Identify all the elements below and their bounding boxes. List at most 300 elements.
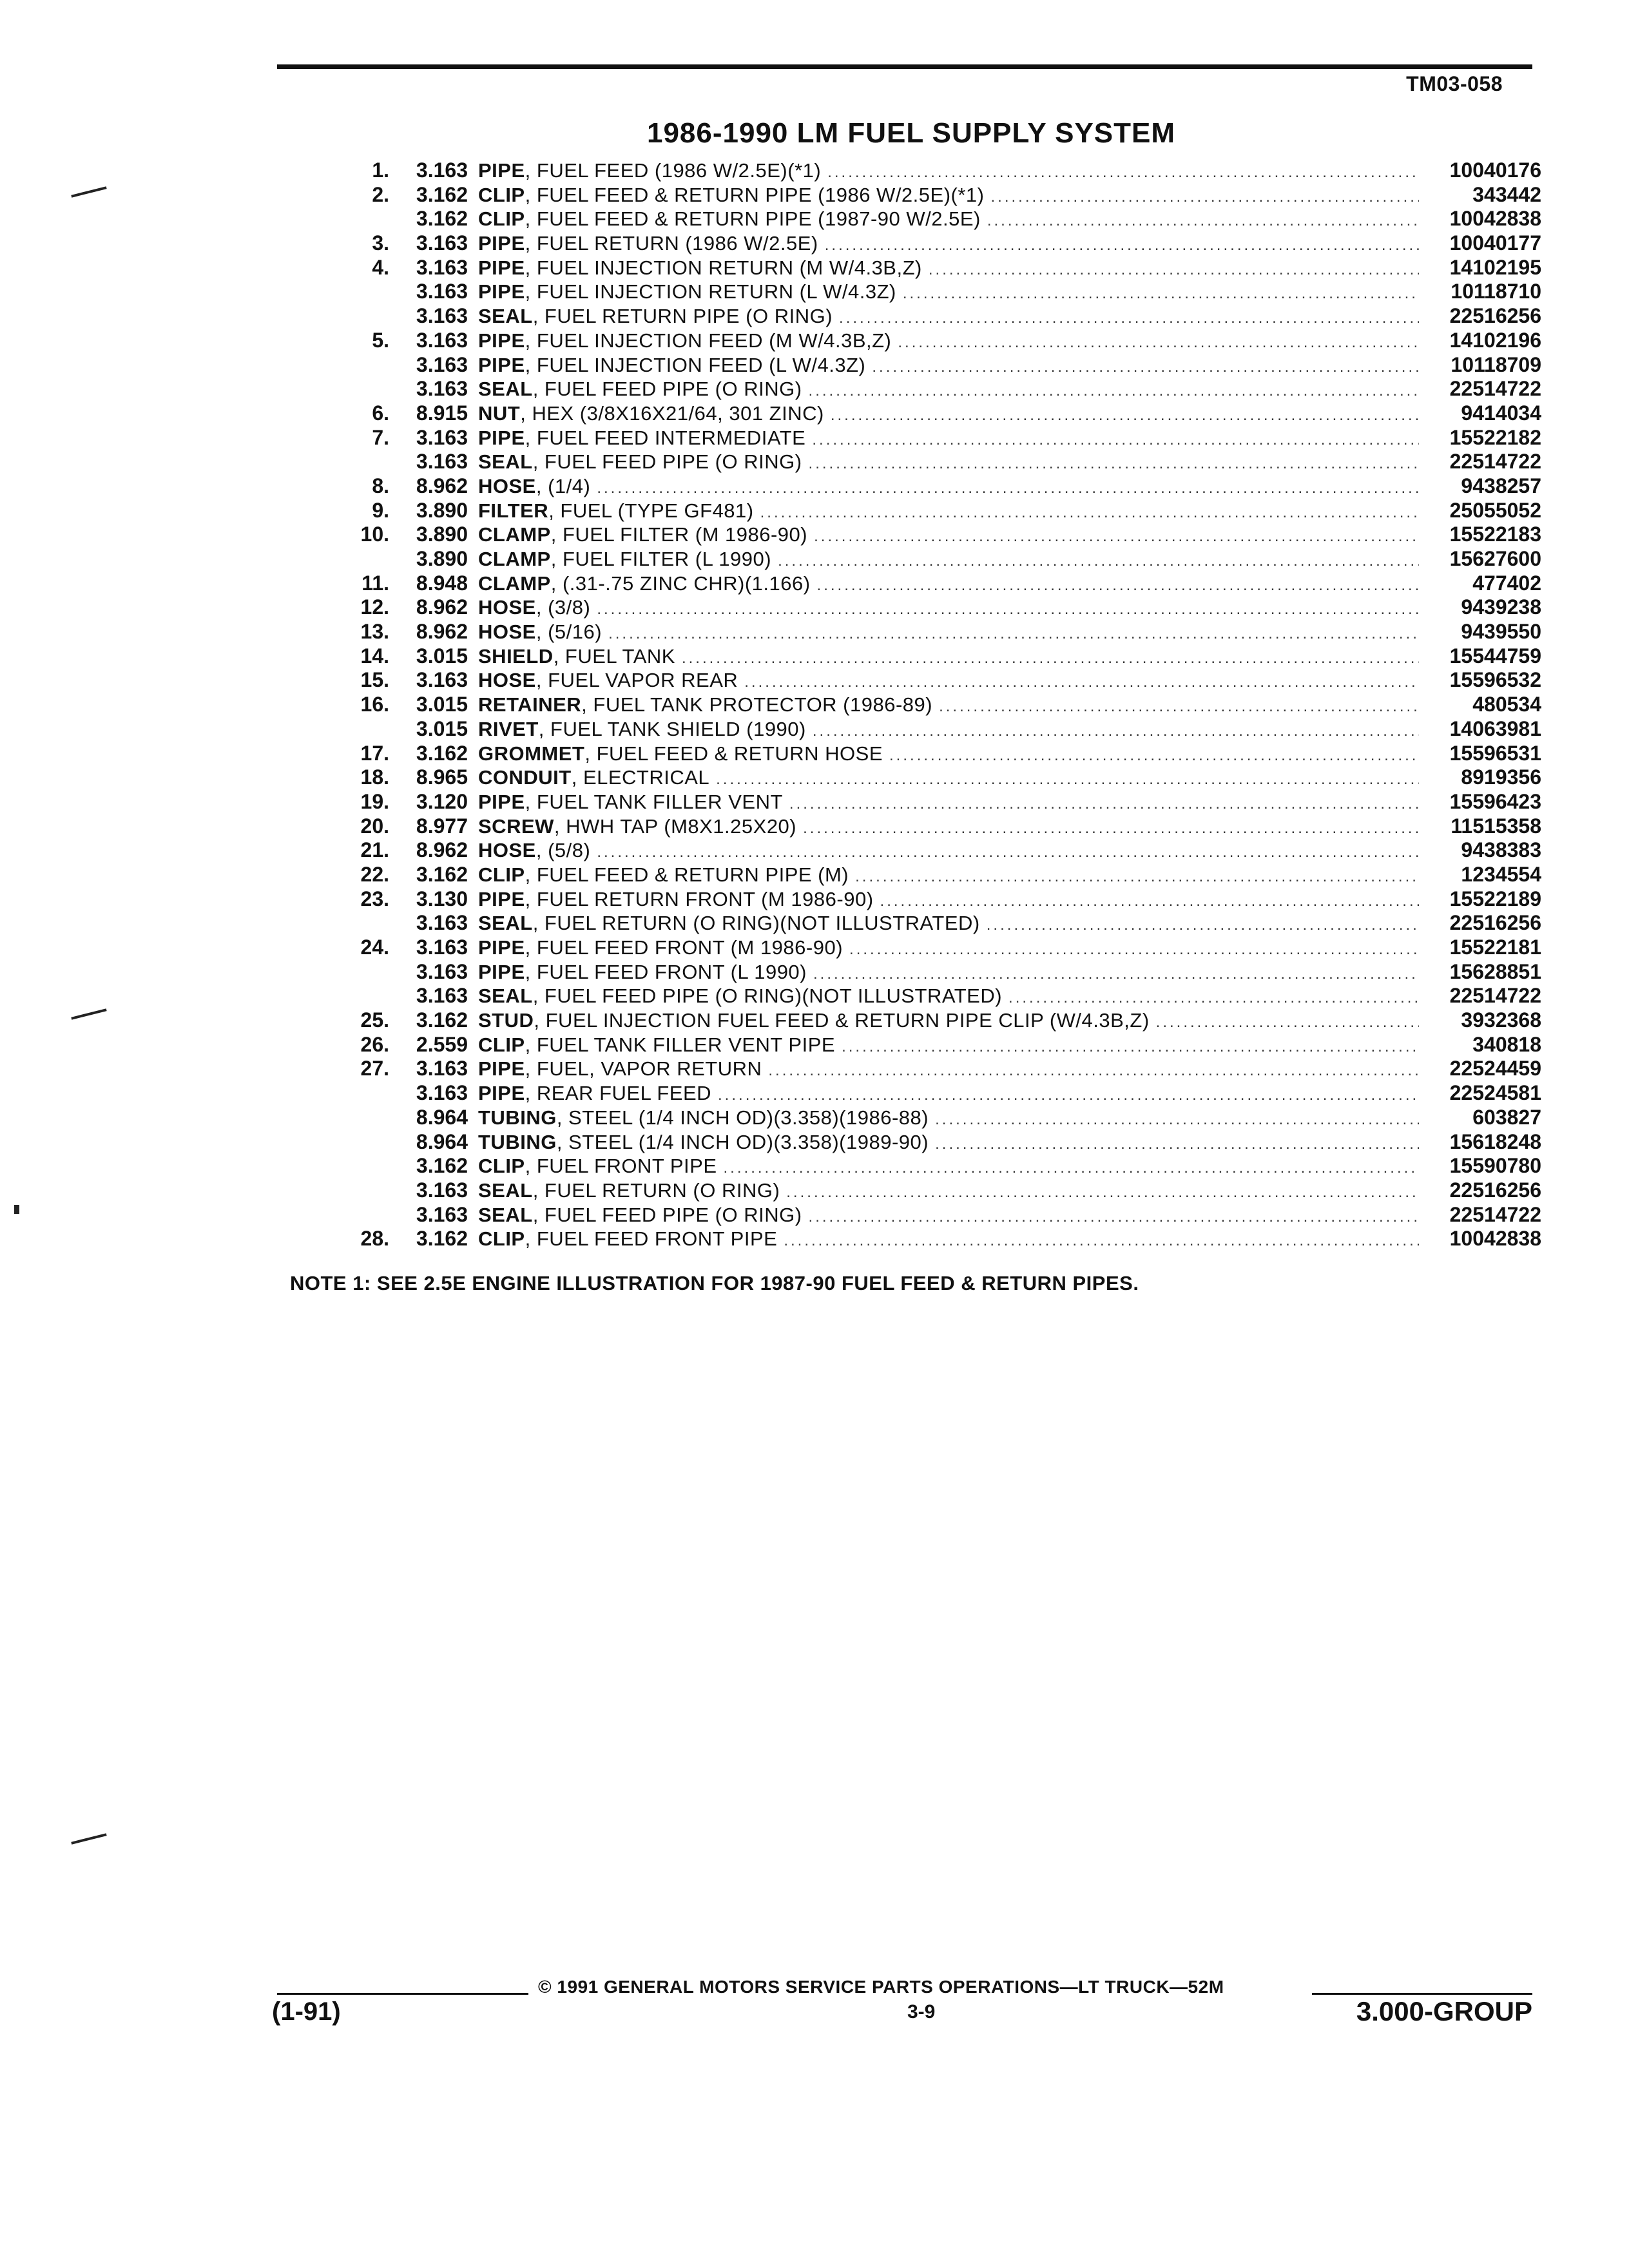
dot-leader [724,1156,1419,1180]
part-description: , FUEL FEED INTERMEDIATE [525,426,806,449]
part-noun: PIPE [478,1082,525,1105]
group-number: 3.163 [416,959,468,983]
parts-row [335,1106,1541,1130]
part-description: , FUEL FEED FRONT (M 1986-90) [525,936,843,959]
part-number: 22514722 [1449,450,1541,474]
group-number: 3.162 [416,1154,468,1178]
parts-row [335,159,1541,183]
parts-row [335,377,1541,401]
part-noun: TUBING [478,1130,557,1153]
part-noun: HOSE [478,669,536,692]
parts-row [335,353,1541,378]
part-number: 15596531 [1449,741,1541,765]
part-noun: SCREW [478,814,554,838]
item-number: 7. [372,425,389,449]
part-noun: PIPE [478,159,525,182]
part-noun: STUD [478,1009,534,1032]
dot-leader [987,209,1419,233]
group-number: 3.163 [416,1178,468,1202]
parts-row [335,790,1541,814]
parts-row [335,280,1541,304]
group-number: 3.890 [416,547,468,570]
part-description: , FUEL, VAPOR RETURN [525,1057,762,1081]
scan-mark [71,1008,106,1019]
dot-leader [939,695,1419,719]
part-number: 340818 [1472,1032,1541,1056]
part-number: 8919356 [1461,765,1541,789]
dot-leader [597,597,1419,622]
parts-row [335,742,1541,766]
part-noun: CLAMP [478,572,551,595]
part-noun: GROMMET [478,742,585,765]
dot-leader [817,573,1419,598]
parts-row [335,426,1541,450]
part-noun: CLIP [478,863,525,886]
dot-leader [814,524,1419,549]
part-number: 15628851 [1449,959,1541,983]
parts-row [335,911,1541,936]
part-noun: SEAL [478,378,533,401]
part-number: 3932368 [1461,1008,1541,1032]
dot-leader [813,962,1419,986]
part-description: , STEEL (1/4 INCH OD)(3.358)(1986-88) [556,1106,929,1129]
parts-row [335,1081,1541,1106]
group-number: 3.163 [416,450,468,474]
part-noun: SEAL [478,985,533,1008]
part-description: , FUEL FEED PIPE (O RING) [532,450,802,474]
part-number: 603827 [1472,1105,1541,1129]
part-description: , (.31-.75 ZINC CHR)(1.166) [550,572,811,595]
part-noun: CLIP [478,183,525,206]
part-noun: CLAMP [478,523,551,546]
group-number: 3.162 [416,862,468,886]
scan-mark [71,186,106,197]
part-description: , FUEL RETURN FRONT (M 1986-90) [525,887,874,910]
part-number: 14102196 [1449,328,1541,352]
part-description: , STEEL (1/4 INCH OD)(3.358)(1989-90) [556,1130,929,1153]
parts-row [335,1057,1541,1081]
part-number: 10118710 [1451,280,1541,303]
dot-leader [1156,1010,1419,1035]
dot-leader [716,767,1419,792]
group-number: 3.163 [416,984,468,1008]
dot-leader [718,1083,1419,1108]
group-number: 8.962 [416,620,468,644]
part-number: 343442 [1472,182,1541,206]
dot-leader [1008,986,1419,1010]
footer-rule-right [1312,1993,1532,1995]
part-noun: CLIP [478,207,525,231]
part-number: 1234554 [1461,862,1541,886]
part-description: , FUEL INJECTION FEED (L W/4.3Z) [525,353,866,376]
dot-leader [760,501,1419,525]
dot-leader [935,1132,1419,1157]
part-description: , FUEL RETURN (1986 W/2.5E) [525,232,818,255]
part-number: 11515358 [1451,814,1541,838]
dot-leader [849,937,1419,962]
group-number: 8.962 [416,474,468,497]
part-description: , FUEL INJECTION FUEL FEED & RETURN PIPE CLIP (W/4.3B,Z) [534,1009,1150,1032]
part-number: 22514722 [1449,377,1541,401]
dot-leader [987,913,1419,937]
group-number: 8.965 [416,765,468,789]
item-number: 18. [360,765,389,789]
part-number: 22524459 [1449,1057,1541,1081]
dot-leader [813,719,1419,744]
item-number: 20. [360,814,389,838]
part-description: , FUEL TANK FILLER VENT [525,790,783,813]
item-number: 22. [360,862,389,886]
dot-leader [682,646,1419,671]
item-number: 9. [372,498,389,522]
part-number: 14102195 [1449,255,1541,279]
item-number: 3. [372,231,389,255]
parts-row [335,1033,1541,1057]
part-description: , (5/8) [535,839,591,862]
group-number: 3.162 [416,207,468,231]
group-number: 3.162 [416,1008,468,1032]
parts-row [335,595,1541,620]
part-description: , FUEL TANK FILLER VENT PIPE [525,1033,836,1056]
parts-row [335,1154,1541,1178]
part-noun: RETAINER [478,693,582,716]
part-description: , FUEL FILTER (M 1986-90) [550,523,808,546]
part-number: 9438383 [1461,838,1541,862]
item-number: 11. [361,571,389,595]
group-label: 3.000-GROUP [1356,1996,1532,2026]
part-number: 22514722 [1449,984,1541,1008]
group-number: 3.163 [416,936,468,959]
part-description: , FUEL RETURN (O RING)(NOT ILLUSTRATED) [532,912,980,935]
parts-row [335,450,1541,474]
part-description: , FUEL FEED (1986 W/2.5E)(*1) [525,159,822,182]
group-number: 3.163 [416,255,468,279]
group-number: 3.163 [416,668,468,692]
dot-leader [803,816,1419,841]
document-code: TM03-058 [1406,72,1503,95]
parts-row [335,1227,1541,1251]
parts-list [335,159,1541,1251]
scan-mark [71,1833,106,1844]
item-number: 24. [360,936,389,959]
item-number: 16. [360,693,389,716]
group-number: 3.120 [416,789,468,813]
part-noun: SEAL [478,450,533,474]
item-number: 26. [360,1032,389,1056]
item-number: 19. [360,789,389,813]
item-number: 13. [360,620,389,644]
parts-row [335,1178,1541,1203]
page-number: 3-9 [907,2001,936,2023]
item-number: 25. [360,1008,389,1032]
part-description: , (3/8) [535,596,591,619]
part-noun: CLIP [478,1033,525,1056]
dot-leader [872,355,1419,380]
dot-leader [608,622,1419,646]
parts-row [335,717,1541,742]
dot-leader [744,670,1419,695]
part-description: , FUEL INJECTION RETURN (L W/4.3Z) [525,280,896,303]
dot-leader [784,1229,1419,1253]
item-number: 27. [360,1057,389,1081]
parts-row [335,765,1541,790]
group-number: 3.163 [416,280,468,303]
parts-row [335,693,1541,717]
part-description: , FUEL FEED FRONT PIPE [525,1227,778,1251]
part-noun: HOSE [478,839,536,862]
dot-leader [809,379,1419,403]
parts-row [335,499,1541,523]
parts-row [335,814,1541,839]
part-noun: CLIP [478,1155,525,1178]
group-number: 3.163 [416,425,468,449]
part-number: 22524581 [1449,1081,1541,1105]
dot-leader [880,889,1419,914]
parts-row [335,547,1541,572]
parts-row [335,644,1541,669]
part-description: , FUEL FEED & RETURN PIPE (1986 W/2.5E)(*1) [525,183,985,206]
parts-row [335,207,1541,231]
dot-leader [855,865,1419,889]
part-description: , FUEL FEED & RETURN PIPE (M) [525,863,849,886]
group-number: 3.162 [416,182,468,206]
dot-leader [839,306,1419,331]
parts-row [335,474,1541,499]
part-number: 10040176 [1449,159,1541,182]
dot-leader [597,840,1419,865]
group-number: 3.163 [416,231,468,255]
parts-row [335,401,1541,426]
part-description: , FUEL (TYPE GF481) [548,499,754,522]
dot-leader [889,744,1419,768]
item-number: 28. [360,1227,389,1251]
parts-row [335,838,1541,863]
part-noun: PIPE [478,353,525,376]
part-number: 9414034 [1461,401,1541,425]
part-description: , FUEL FRONT PIPE [525,1155,717,1178]
part-description: , FUEL FEED PIPE (O RING)(NOT ILLUSTRATED) [532,985,1003,1008]
part-noun: RIVET [478,717,539,740]
part-noun: SEAL [478,912,533,935]
part-description: , (5/16) [535,620,602,644]
item-number: 8. [372,474,389,497]
item-number: 15. [360,668,389,692]
part-noun: PIPE [478,960,525,983]
part-number: 15627600 [1449,547,1541,570]
group-number: 3.890 [416,523,468,546]
parts-row [335,1203,1541,1227]
part-number: 22516256 [1449,1178,1541,1202]
part-description: , FUEL RETURN PIPE (O RING) [532,305,833,328]
parts-row [335,936,1541,960]
part-noun: PIPE [478,329,525,352]
part-description: , ELECTRICAL [571,766,710,789]
part-description: , FUEL FEED & RETURN PIPE (1987-90 W/2.5E) [525,207,981,231]
part-description: , FUEL INJECTION FEED (M W/4.3B,Z) [525,329,892,352]
footer-rule-left [277,1993,528,1995]
dot-leader [768,1059,1419,1083]
dot-leader [597,476,1419,501]
parts-row [335,960,1541,985]
dot-leader [990,185,1419,209]
part-description: , FUEL TANK PROTECTOR (1986-89) [581,693,933,716]
group-number: 8.964 [416,1129,468,1153]
group-number: 3.163 [416,1057,468,1081]
part-noun: CONDUIT [478,766,572,789]
part-number: 9439550 [1461,620,1541,644]
part-noun: PIPE [478,232,525,255]
part-number: 477402 [1472,571,1541,595]
group-number: 3.163 [416,1081,468,1105]
group-number: 3.163 [416,377,468,401]
dot-leader [778,549,1419,573]
part-number: 480534 [1472,693,1541,716]
item-number: 2. [372,182,389,206]
parts-row [335,1008,1541,1033]
part-noun: PIPE [478,426,525,449]
dot-leader [929,258,1419,282]
part-description: , HWH TAP (M8X1.25X20) [554,814,797,838]
group-number: 8.962 [416,838,468,862]
part-description: , HEX (3/8X16X21/64, 301 ZINC) [520,401,824,425]
part-description: , (1/4) [535,474,591,497]
group-number: 3.163 [416,328,468,352]
group-number: 2.559 [416,1032,468,1056]
parts-row [335,183,1541,207]
item-number: 6. [372,401,389,425]
dot-leader [842,1035,1419,1059]
group-number: 3.890 [416,498,468,522]
part-number: 10040177 [1449,231,1541,255]
part-description: , FUEL FEED & RETURN HOSE [584,742,883,765]
parts-row [335,329,1541,353]
group-number: 3.162 [416,1227,468,1251]
group-number: 8.948 [416,571,468,595]
part-noun: HOSE [478,620,536,644]
part-noun: PIPE [478,280,525,303]
parts-row [335,256,1541,280]
item-number: 12. [360,595,389,619]
group-number: 8.964 [416,1105,468,1129]
item-number: 21. [360,838,389,862]
part-description: , REAR FUEL FEED [525,1082,712,1105]
dot-leader [903,282,1419,306]
header-rule [277,64,1532,69]
group-number: 3.163 [416,1202,468,1226]
item-number: 1. [372,159,389,182]
item-number: 17. [360,741,389,765]
part-number: 10042838 [1449,207,1541,231]
parts-row [335,620,1541,644]
part-noun: PIPE [478,1057,525,1081]
dot-leader [786,1180,1419,1205]
part-noun: SEAL [478,1203,533,1226]
part-noun: SEAL [478,305,533,328]
part-number: 15522183 [1449,523,1541,546]
part-number: 14063981 [1449,716,1541,740]
revision-date: (1-91) [272,1997,341,2026]
part-number: 15596423 [1449,789,1541,813]
part-number: 15522182 [1449,425,1541,449]
part-noun: HOSE [478,474,536,497]
group-number: 3.163 [416,159,468,182]
dot-leader [789,792,1419,816]
parts-row [335,523,1541,547]
part-noun: SHIELD [478,644,554,668]
part-description: , FUEL FEED PIPE (O RING) [532,1203,802,1226]
group-number: 8.915 [416,401,468,425]
part-description: , FUEL INJECTION RETURN (M W/4.3B,Z) [525,256,922,279]
item-number: 4. [372,255,389,279]
dot-leader [935,1108,1419,1132]
scan-mark [14,1205,19,1214]
part-noun: PIPE [478,936,525,959]
group-number: 3.162 [416,741,468,765]
part-number: 9439238 [1461,595,1541,619]
group-number: 3.015 [416,693,468,716]
dot-leader [827,160,1419,185]
parts-row [335,863,1541,887]
parts-row [335,668,1541,693]
part-noun: HOSE [478,596,536,619]
part-number: 15590780 [1449,1154,1541,1178]
part-number: 22514722 [1449,1202,1541,1226]
footnote: NOTE 1: SEE 2.5E ENGINE ILLUSTRATION FOR 1987-90 FUEL FEED & RETURN PIPES. [290,1272,1139,1294]
part-number: 9438257 [1461,474,1541,497]
part-number: 10118709 [1451,352,1541,376]
part-number: 22516256 [1449,911,1541,935]
dot-leader [898,331,1419,355]
dot-leader [812,428,1419,452]
part-noun: CLAMP [478,548,551,570]
dot-leader [809,1205,1419,1229]
part-description: , FUEL RETURN (O RING) [532,1178,780,1202]
group-number: 8.962 [416,595,468,619]
item-number: 14. [360,644,389,668]
part-noun: PIPE [478,790,525,813]
parts-row [335,572,1541,596]
group-number: 8.977 [416,814,468,838]
part-noun: CLIP [478,1227,525,1251]
parts-row [335,1130,1541,1155]
parts-row [335,984,1541,1008]
parts-row [335,304,1541,329]
page-title: 1986-1990 LM FUEL SUPPLY SYSTEM [646,117,1176,149]
dot-leader [831,403,1419,428]
part-description: , FUEL FEED FRONT (L 1990) [525,960,807,983]
part-noun: FILTER [478,499,549,522]
item-number: 10. [360,523,389,546]
item-number: 5. [372,328,389,352]
parts-row [335,231,1541,256]
parts-row [335,887,1541,912]
part-number: 15596532 [1449,668,1541,692]
group-number: 3.015 [416,716,468,740]
part-noun: SEAL [478,1178,533,1202]
part-number: 10042838 [1449,1227,1541,1251]
part-number: 15522189 [1449,887,1541,910]
group-number: 3.163 [416,304,468,328]
part-noun: PIPE [478,256,525,279]
part-noun: PIPE [478,887,525,910]
part-noun: TUBING [478,1106,557,1129]
part-number: 22516256 [1449,304,1541,328]
item-number: 23. [360,887,389,910]
part-number: 15522181 [1449,936,1541,959]
copyright-line: © 1991 GENERAL MOTORS SERVICE PARTS OPERATIONS—LT TRUCK—52M [538,1977,1224,1997]
group-number: 3.163 [416,352,468,376]
part-description: , FUEL TANK SHIELD (1990) [538,717,806,740]
